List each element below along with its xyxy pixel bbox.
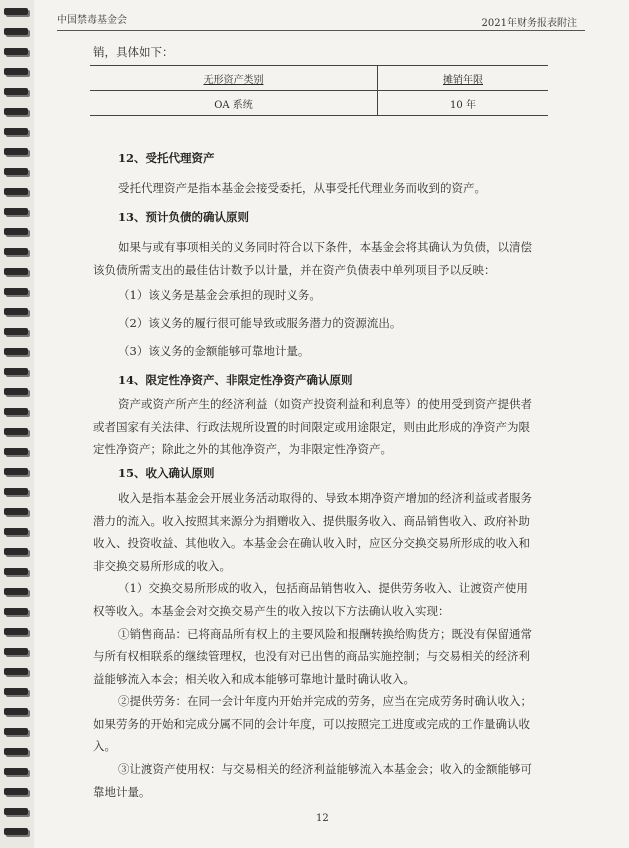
binding-ring bbox=[4, 368, 28, 375]
section-15-text: 潜力的流入。收入按照其来源分为捐赠收入、提供服务收入、商品销售收入、政府补助 bbox=[93, 514, 530, 528]
section-13-item: （1）该义务是基金会承担的现时义务。 bbox=[118, 288, 321, 302]
binding-ring bbox=[4, 648, 28, 655]
section-15-heading: 15、收入确认原则 bbox=[118, 466, 215, 480]
table-header-cell: 摊销年限 bbox=[378, 66, 549, 91]
binding-ring bbox=[4, 28, 28, 35]
binding-ring bbox=[4, 708, 28, 715]
binding-ring bbox=[4, 668, 28, 675]
spiral-binding bbox=[0, 0, 34, 848]
binding-ring bbox=[4, 148, 28, 155]
table-header-row bbox=[90, 66, 548, 91]
binding-ring bbox=[4, 188, 28, 195]
binding-ring bbox=[4, 288, 28, 295]
binding-ring bbox=[4, 508, 28, 515]
binding-ring bbox=[4, 808, 28, 815]
table-row bbox=[90, 91, 548, 116]
binding-ring bbox=[4, 548, 28, 555]
section-14-heading: 14、限定性净资产、非限定性净资产确认原则 bbox=[118, 373, 353, 387]
binding-ring bbox=[4, 8, 28, 15]
section-14-text: 资产或资产所产生的经济利益（如资产投资利益和利息等）的使用受到资产提供者 bbox=[118, 397, 532, 411]
binding-ring bbox=[4, 748, 28, 755]
section-13-item: （2）该义务的履行很可能导致或服务潜力的资源流出。 bbox=[118, 316, 402, 330]
binding-ring bbox=[4, 228, 28, 235]
section-14-text: 或者国家有关法律、行政法规所设置的时间限定或用途限定，则由此形成的净资产为限 bbox=[93, 420, 530, 434]
binding-ring bbox=[4, 468, 28, 475]
section-15-text: 靠地计量。 bbox=[93, 785, 151, 799]
header-divider bbox=[57, 30, 585, 31]
binding-ring bbox=[4, 128, 28, 135]
section-14-text: 定性净资产；除此之外的其他净资产，为非限定性净资产。 bbox=[93, 442, 392, 456]
binding-ring bbox=[4, 308, 28, 315]
section-12-text: 受托代理资产是指本基金会接受委托，从事受托代理业务而收到的资产。 bbox=[118, 181, 486, 195]
section-15-text: 收入、投资收益、其他收入。本基金会在确认收入时，应区分交换交易所形成的收入和 bbox=[93, 536, 530, 550]
header-organization: 中国禁毒基金会 bbox=[57, 15, 127, 26]
page-number: 12 bbox=[316, 813, 329, 824]
section-15-text: ③让渡资产使用权：与交易相关的经济利益能够流入本基金会；收入的金额能够可 bbox=[118, 762, 532, 776]
section-15-text: 如果劳务的开始和完成分属不同的会计年度，可以按照完工进度或完成的工作量确认收 bbox=[93, 717, 530, 731]
binding-ring bbox=[4, 108, 28, 115]
binding-ring bbox=[4, 68, 28, 75]
binding-ring bbox=[4, 208, 28, 215]
binding-ring bbox=[4, 688, 28, 695]
table-cell: 10 年 bbox=[378, 91, 549, 116]
section-13-item: （3）该义务的金额能够可靠地计量。 bbox=[118, 344, 310, 358]
binding-ring bbox=[4, 88, 28, 95]
binding-ring bbox=[4, 568, 28, 575]
binding-ring bbox=[4, 588, 28, 595]
section-15-text: 权等收入。本基金会对交换交易产生的收入按以下方法确认收入实现： bbox=[93, 604, 450, 618]
section-13-text: 如果与或有事项相关的义务同时符合以下条件，本基金会将其确认为负债，以清偿 bbox=[118, 240, 532, 254]
binding-ring bbox=[4, 328, 28, 335]
binding-ring bbox=[4, 728, 28, 735]
section-15-text: ①销售商品：已将商品所有权上的主要风险和报酬转换给购货方；既没有保留通常 bbox=[118, 627, 532, 641]
binding-ring bbox=[4, 788, 28, 795]
binding-ring bbox=[4, 48, 28, 55]
binding-ring bbox=[4, 388, 28, 395]
intro-text: 销，具体如下： bbox=[93, 45, 174, 59]
section-15-text: （1）交换交易所形成的收入，包括商品销售收入、提供劳务收入、让渡资产使用 bbox=[118, 581, 528, 595]
binding-ring bbox=[4, 488, 28, 495]
section-15-text: 益能够流入本会；相关收入和成本能够可靠地计量时确认收入。 bbox=[93, 672, 415, 686]
binding-ring bbox=[4, 628, 28, 635]
section-13-text: 该负债所需支出的最佳估计数予以计量，并在资产负债表中单列项目予以反映： bbox=[93, 263, 496, 277]
table-header-cell: 无形资产类别 bbox=[90, 66, 378, 91]
section-15-text: ②提供劳务：在同一会计年度内开始并完成的劳务，应当在完成劳务时确认收入； bbox=[118, 694, 532, 708]
header-document-title: 2021年财务报表附注 bbox=[481, 18, 577, 29]
section-15-text: 与所有权相联系的继续管理权，也没有对已出售的商品实施控制；与交易相关的经济利 bbox=[93, 649, 530, 663]
binding-ring bbox=[4, 248, 28, 255]
section-15-text: 入。 bbox=[93, 739, 116, 753]
section-15-text: 收入是指本基金会开展业务活动取得的、导致本期净资产增加的经济利益或者服务 bbox=[118, 491, 532, 505]
section-15-text: 非交换交易所形成的收入。 bbox=[93, 559, 231, 573]
section-13-heading: 13、预计负债的确认原则 bbox=[118, 210, 250, 224]
table-cell: OA 系统 bbox=[90, 91, 378, 116]
binding-ring bbox=[4, 448, 28, 455]
binding-ring bbox=[4, 408, 28, 415]
binding-ring bbox=[4, 828, 28, 835]
binding-ring bbox=[4, 768, 28, 775]
binding-ring bbox=[4, 608, 28, 615]
intangible-assets-table bbox=[90, 65, 548, 116]
section-12-heading: 12、受托代理资产 bbox=[118, 151, 215, 165]
binding-ring bbox=[4, 168, 28, 175]
binding-ring bbox=[4, 348, 28, 355]
binding-ring bbox=[4, 268, 28, 275]
binding-ring bbox=[4, 528, 28, 535]
binding-ring bbox=[4, 428, 28, 435]
